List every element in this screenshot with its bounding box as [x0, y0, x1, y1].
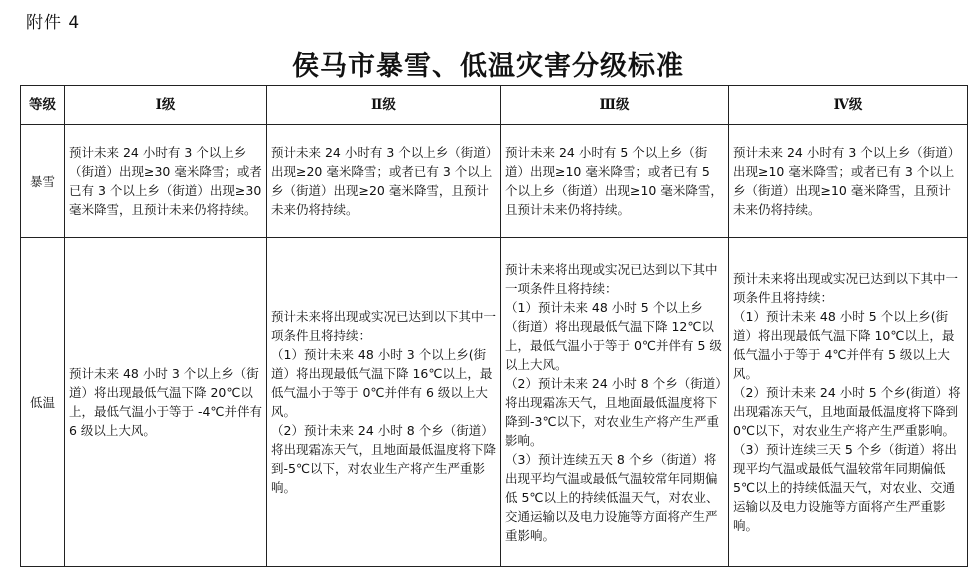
table-cell: 预计未来 24 小时有 3 个以上乡（街道）出现≥20 毫米降雪；或者已有 3 个以上乡（街道）出现≥20 毫米降雪，且预计未来仍将持续。: [267, 125, 501, 238]
header-level-2: Ⅱ级: [267, 86, 501, 125]
table-row: [21, 125, 968, 238]
grading-table: [20, 85, 968, 567]
attachment-label: 附件 4: [26, 13, 81, 33]
table-header-row: [21, 86, 968, 125]
table-cell: 预计未来 24 小时有 3 个以上乡（街道）出现≥10 毫米降雪；或者已有 3 个以上乡（街道）出现≥10 毫米降雪，且预计未来仍将持续。: [729, 125, 968, 238]
table-cell: 预计未来将出现或实况已达到以下其中一项条件且将持续： （1）预计未来 48 小时 5 个以上乡(街道）将出现最低气温下降 10℃以上，最低气温小于等于 4℃并伴有 5 级以上大风。 （2）预计未来 24 小时 5 个乡(街道）将出现霜冻天气，且地面最低温度将下降到 0℃以下，对农业生产将产生严重影响。 （3）预计连续三天 5 个乡（街道）将出现平均气温或最低气温较常年同期偏低 5℃以上的持续低温天气，对农业、交通运输以及电力设施等方面将产生严重影响。: [729, 238, 968, 567]
table-cell: 预计未来将出现或实况已达到以下其中一项条件且将持续： （1）预计未来 48 小时 5 个以上乡（街道）将出现最低气温下降 12℃以上，最低气温小于等于 0℃并伴有 5 级以上大风。 （2）预计未来 24 小时 8 个乡（街道）将出现霜冻天气，且地面最低温度将下降到-3℃以下，对农业生产将产生严重影响。 （3）预计连续五天 8 个乡（街道）将出现平均气温或最低气温较常年同期偏低 5℃以上的持续低温天气，对农业、交通运输以及电力设施等方面将产生严重影响。: [501, 238, 729, 567]
table-cell: 预计未来将出现或实况已达到以下其中一项条件且将持续： （1）预计未来 48 小时 3 个以上乡(街道）将出现最低气温下降 16℃以上，最低气温小于等于 0℃并伴有 6 级以上大风。 （2）预计未来 24 小时 8 个乡（街道）将出现霜冻天气，且地面最低温度将下降到-5℃以下，对农业生产将产生严重影响。: [267, 238, 501, 567]
row-label-low-temperature: 低温: [21, 238, 65, 567]
header-level-4: Ⅳ级: [729, 86, 968, 125]
table-row: [21, 238, 968, 567]
header-level: 等级: [21, 86, 65, 125]
table-cell: 预计未来 24 小时有 5 个以上乡（街道）出现≥10 毫米降雪；或者已有 5 个以上乡（街道）出现≥10 毫米降雪，且预计未来仍将持续。: [501, 125, 729, 238]
document-title: 侯马市暴雪、低温灾害分级标准: [292, 51, 684, 82]
table-cell: 预计未来 48 小时 3 个以上乡（街道）将出现最低气温下降 20℃以上，最低气温小于等于 -4℃并伴有 6 级以上大风。: [65, 238, 267, 567]
table-cell: 预计未来 24 小时有 3 个以上乡（街道）出现≥30 毫米降雪；或者已有 3 个以上乡（街道）出现≥30 毫米降雪，且预计未来仍将持续。: [65, 125, 267, 238]
header-level-1: Ⅰ级: [65, 86, 267, 125]
row-label-snowstorm: 暴雪: [21, 125, 65, 238]
header-level-3: Ⅲ级: [501, 86, 729, 125]
